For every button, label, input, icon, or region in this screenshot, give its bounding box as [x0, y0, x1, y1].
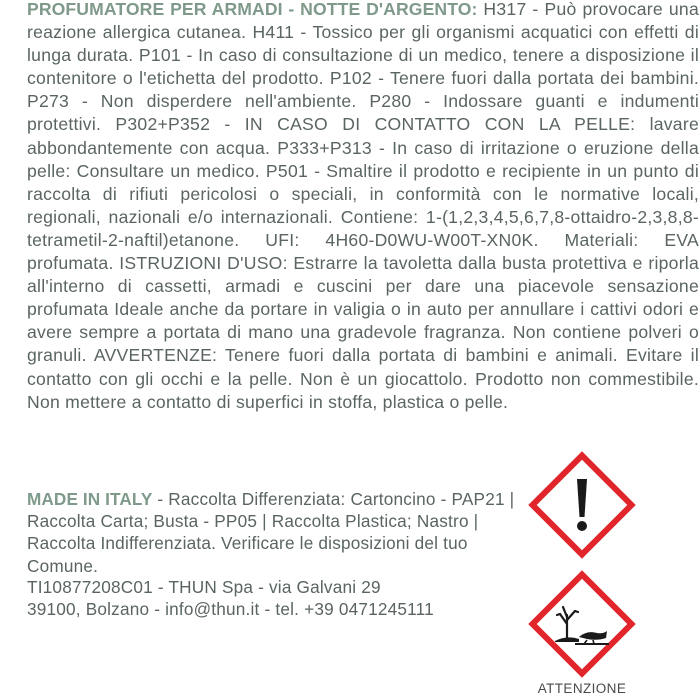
- disposal-info: [27, 488, 519, 577]
- made-in-italy-heading: MADE IN ITALY: [27, 489, 153, 509]
- address-line-2: 39100, Bolzano - info@thun.it - tel. +39 0471245111: [27, 599, 434, 620]
- address-line-1: TI10877208C01 - THUN Spa - via Galvani 29: [27, 577, 381, 597]
- product-body: H317 - Può provocare una reazione allergica cutanea. H411 - Tossico per gli organismi acquatici con effetti di lunga durata. P101 - In caso di consultazione di un medico, tenere a disposizione il contenitore o l'etichetta del prodotto. P102 - Tenere fuori dalla portata dei bambini. P273 - Non disperdere nell'ambiente. P280 - Indossare guanti e indumenti protettivi. P302+P352 - IN CASO DI CONTATTO CON LA PELLE: lavare abbondantemente con acqua. P333+P313 - In caso di irritazione o eruzione della pelle: Consultare un medico. P501 - Smaltire il prodotto e recipiente in un punto di raccolta di rifiuti pericolosi o speciali, in conformità con le normative locali, regionali, nazionali e/o internazionali. Contiene: 1-(1,2,3,4,5,6,7,8-ottaidro-2,3,8,8-tetrametil-2-naftil)etanone. UFI: 4H60-D0WU-W00T-XN0K. Materiali: EVA profumata. ISTRUZIONI D'USO: Estrarre la tavoletta dalla busta protettiva e riporla all'interno di cassetti, armadi e cuscini per dare una piacevole sensazione profumata Ideale anche da portare in valigia o in auto per annullare i cattivi odori e avere sempre a portata di mano una gradevole fragranza. Non contiene polveri o granuli. AVVERTENZE: Tenere fuori dalla portata di bambini e animali. Evitare il contatto con gli occhi e la pelle. Non è un giocattolo. Prodotto non commestibile. Non mettere a contatto di superfici in stoffa, plastica o pelle.: [27, 0, 699, 412]
- disposal-text: - Raccolta Differenziata: Cartoncino - PAP21 | Raccolta Carta; Busta - PP05 | Raccolta Plastica; Nastro | Raccolta Indifferenziata. Verificare le disposizioni del tuo Comune.: [27, 489, 515, 576]
- exclamation-mark-icon: [527, 450, 637, 560]
- product-info-text: [27, 0, 699, 414]
- product-heading: PROFUMATORE PER ARMADI - NOTTE D'ARGENTO:: [27, 0, 478, 19]
- environment-hazard-icon: [527, 569, 637, 679]
- company-address: [27, 576, 527, 620]
- signal-word: ATTENZIONE: [537, 681, 627, 696]
